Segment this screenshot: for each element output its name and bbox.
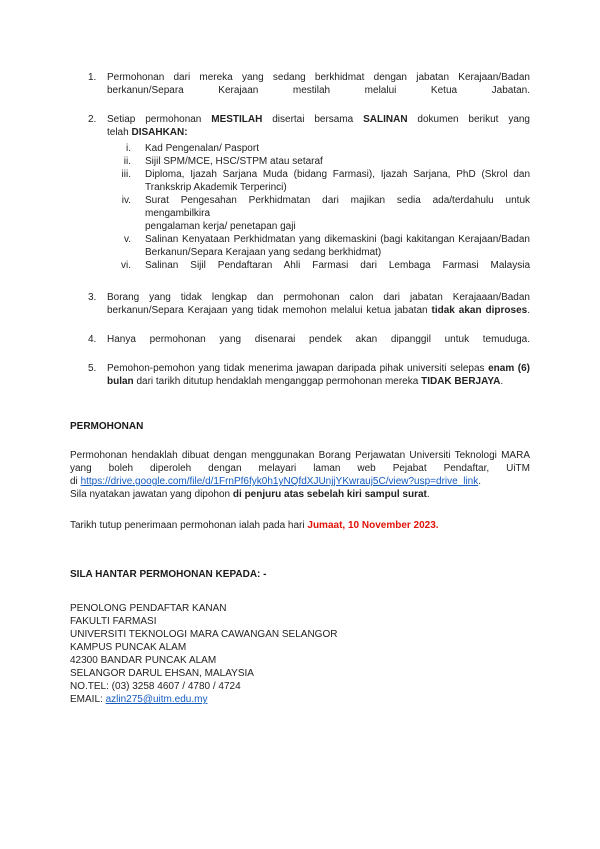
text-segment: disertai bersama bbox=[262, 114, 364, 125]
sub-item-body bbox=[145, 168, 530, 194]
sub-item bbox=[107, 168, 530, 194]
text-segment: Salinan Sijil Pendaftaran Ahli Farmasi dari Lembaga Farmasi Malaysia bbox=[145, 260, 530, 271]
numbered-item bbox=[70, 333, 530, 346]
text-segment: Setiap permohonan bbox=[107, 114, 212, 125]
text-line bbox=[145, 168, 530, 181]
text-segment: berkanun/Separa Kerajaan mestilah melalui Ketua Jabatan. bbox=[107, 85, 530, 96]
text-line bbox=[107, 333, 530, 346]
text-line bbox=[145, 246, 530, 259]
text-segment: di penjuru atas sebelah kiri sampul surat bbox=[232, 489, 427, 500]
text-segment: di bbox=[70, 476, 81, 487]
item-body bbox=[107, 71, 530, 97]
numbered-item bbox=[70, 71, 530, 97]
text-segment: TIDAK BERJAYA bbox=[421, 376, 501, 387]
text-segment: tidak akan diproses bbox=[431, 305, 528, 316]
text-segment: Hanya permohonan yang disenarai pendek akan dipanggil untuk temuduga. bbox=[107, 334, 530, 345]
application-paragraph bbox=[70, 449, 530, 501]
text-segment: . bbox=[527, 305, 530, 316]
text-line bbox=[145, 155, 530, 168]
text-segment: UNIVERSITI TEKNOLOGI MARA CAWANGAN SELANGOR bbox=[70, 629, 338, 640]
text-line bbox=[70, 680, 530, 693]
item-body bbox=[107, 362, 530, 388]
sub-item-body bbox=[145, 259, 530, 272]
text-segment: Jumaat, 10 November 2023. bbox=[307, 520, 439, 531]
text-line bbox=[107, 291, 530, 304]
text-segment: EMAIL: bbox=[70, 694, 106, 705]
item-body bbox=[107, 113, 530, 272]
text-line bbox=[70, 667, 530, 680]
text-line bbox=[107, 84, 530, 97]
text-line bbox=[70, 628, 530, 641]
text-segment: KAMPUS PUNCAK ALAM bbox=[70, 642, 187, 653]
send-to-heading: SILA HANTAR PERMOHONAN KEPADA: - bbox=[70, 569, 267, 580]
text-line bbox=[70, 641, 530, 654]
closing-date-line bbox=[70, 519, 530, 532]
address-block bbox=[70, 602, 530, 706]
sub-item-body bbox=[145, 142, 530, 155]
sub-list bbox=[107, 142, 530, 272]
text-segment: Sila nyatakan jawatan yang dipohon bbox=[70, 489, 233, 500]
sub-item-number: vi. bbox=[121, 260, 131, 271]
sub-item bbox=[107, 233, 530, 259]
text-line bbox=[70, 462, 530, 475]
permohonan-heading: PERMOHONAN bbox=[70, 421, 144, 432]
text-segment: bulan bbox=[107, 376, 134, 387]
text-segment: DISAHKAN: bbox=[131, 127, 188, 138]
text-segment: SALINAN bbox=[363, 114, 408, 125]
notes-list bbox=[70, 71, 530, 388]
text-line bbox=[145, 142, 530, 155]
text-segment: berkanun/Separa Kerajaan yang tidak memohon melalui ketua jabatan bbox=[107, 305, 432, 316]
text-line bbox=[107, 362, 530, 375]
text-segment: . bbox=[426, 489, 430, 500]
text-line bbox=[70, 475, 530, 488]
sub-item-number: iv. bbox=[121, 195, 131, 206]
text-segment: telah bbox=[107, 127, 132, 138]
text-segment: Permohonan hendaklah dibuat dengan menggunakan Borang Perjawatan Universiti Teknologi MARA bbox=[70, 450, 530, 461]
text-line bbox=[145, 194, 530, 220]
item-body-lines bbox=[107, 113, 530, 139]
text-segment: Tarikh tutup penerimaan permohonan ialah pada hari bbox=[70, 520, 308, 531]
sub-item-body bbox=[145, 194, 530, 233]
text-line bbox=[107, 113, 530, 126]
text-segment: Sijil SPM/MCE, HSC/STPM atau setaraf bbox=[145, 156, 323, 167]
email-link[interactable]: azlin275@uitm.edu.my bbox=[105, 694, 208, 705]
text-segment: Borang yang tidak lengkap dan permohonan calon dari jabatan Kerajaaan/Badan bbox=[107, 292, 530, 303]
text-line bbox=[70, 693, 530, 706]
text-segment: MESTILAH bbox=[211, 114, 263, 125]
sub-item-number: ii. bbox=[123, 156, 131, 167]
drive-link[interactable]: https://drive.google.com/file/d/1FrnPf6fyk0h1yNQfdXJUnjjYKwrauj5C/view?usp=drive_link bbox=[80, 476, 479, 487]
text-line bbox=[145, 181, 530, 194]
text-segment: . bbox=[478, 476, 482, 487]
item-number: 1. bbox=[88, 72, 97, 83]
text-line bbox=[70, 602, 530, 615]
text-segment: enam (6) bbox=[488, 363, 530, 374]
text-line bbox=[145, 259, 530, 272]
text-segment: NO.TEL: (03) 3258 4607 / 4780 / 4724 bbox=[70, 681, 241, 692]
text-line bbox=[70, 615, 530, 628]
text-line bbox=[70, 519, 530, 532]
numbered-item bbox=[70, 362, 530, 388]
sub-item-number: i. bbox=[126, 143, 131, 154]
text-line bbox=[145, 220, 530, 233]
text-segment: dari tarikh ditutup hendaklah menganggap permohonan mereka bbox=[133, 376, 422, 387]
text-segment: yang boleh diperoleh dengan melayari laman web Pejabat Pendaftar, UiTM bbox=[70, 463, 530, 474]
text-line bbox=[107, 126, 530, 139]
numbered-item bbox=[70, 113, 530, 272]
text-segment: pengalaman kerja/ penetapan gaji bbox=[145, 221, 296, 232]
sub-item-number: v. bbox=[123, 234, 131, 245]
sub-item-body bbox=[145, 155, 530, 168]
text-segment: PENOLONG PENDAFTAR KANAN bbox=[70, 603, 227, 614]
text-segment: Surat Pengesahan Perkhidmatan dari majikan sedia ada/terdahulu untuk mengambilkira bbox=[145, 195, 530, 219]
item-body bbox=[107, 291, 530, 317]
text-segment: Pemohon-pemohon yang tidak menerima jawapan daripada pihak universiti selepas bbox=[107, 363, 489, 374]
text-line bbox=[70, 654, 530, 667]
text-segment: 42300 BANDAR PUNCAK ALAM bbox=[70, 655, 217, 666]
item-number: 4. bbox=[88, 334, 97, 345]
text-segment: dokumen berikut yang bbox=[407, 114, 530, 125]
numbered-item bbox=[70, 291, 530, 317]
text-segment: Salinan Kenyataan Perkhidmatan yang dikemaskini (bagi kakitangan Kerajaan/Badan bbox=[145, 234, 530, 245]
text-segment: SELANGOR DARUL EHSAN, MALAYSIA bbox=[70, 668, 254, 679]
sub-item-body bbox=[145, 233, 530, 259]
sub-item-number: iii. bbox=[121, 169, 131, 180]
text-segment: . bbox=[500, 376, 504, 387]
text-line bbox=[107, 375, 530, 388]
sub-item bbox=[107, 155, 530, 168]
item-number: 3. bbox=[88, 292, 97, 303]
item-number: 2. bbox=[88, 114, 97, 125]
text-line bbox=[70, 488, 530, 501]
sub-item bbox=[107, 259, 530, 272]
text-line bbox=[107, 304, 530, 317]
text-line bbox=[70, 449, 530, 462]
text-segment: Diploma, Ijazah Sarjana Muda (bidang Farmasi), Ijazah Sarjana, PhD (Skrol dan bbox=[145, 169, 530, 180]
text-segment: Trankskrip Akademik Terperinci) bbox=[145, 182, 287, 193]
text-segment: Kad Pengenalan/ Pasport bbox=[145, 143, 259, 154]
sub-item bbox=[107, 142, 530, 155]
text-line bbox=[145, 233, 530, 246]
sub-item bbox=[107, 194, 530, 233]
text-segment: Berkanun/Separa Kerajaan yang sedang berkhidmat) bbox=[145, 247, 382, 258]
text-line bbox=[107, 71, 530, 84]
item-body bbox=[107, 333, 530, 346]
item-number: 5. bbox=[88, 363, 97, 374]
text-segment: FAKULTI FARMASI bbox=[70, 616, 157, 627]
text-segment: Permohonan dari mereka yang sedang berkhidmat dengan jabatan Kerajaan/Badan bbox=[107, 72, 530, 83]
